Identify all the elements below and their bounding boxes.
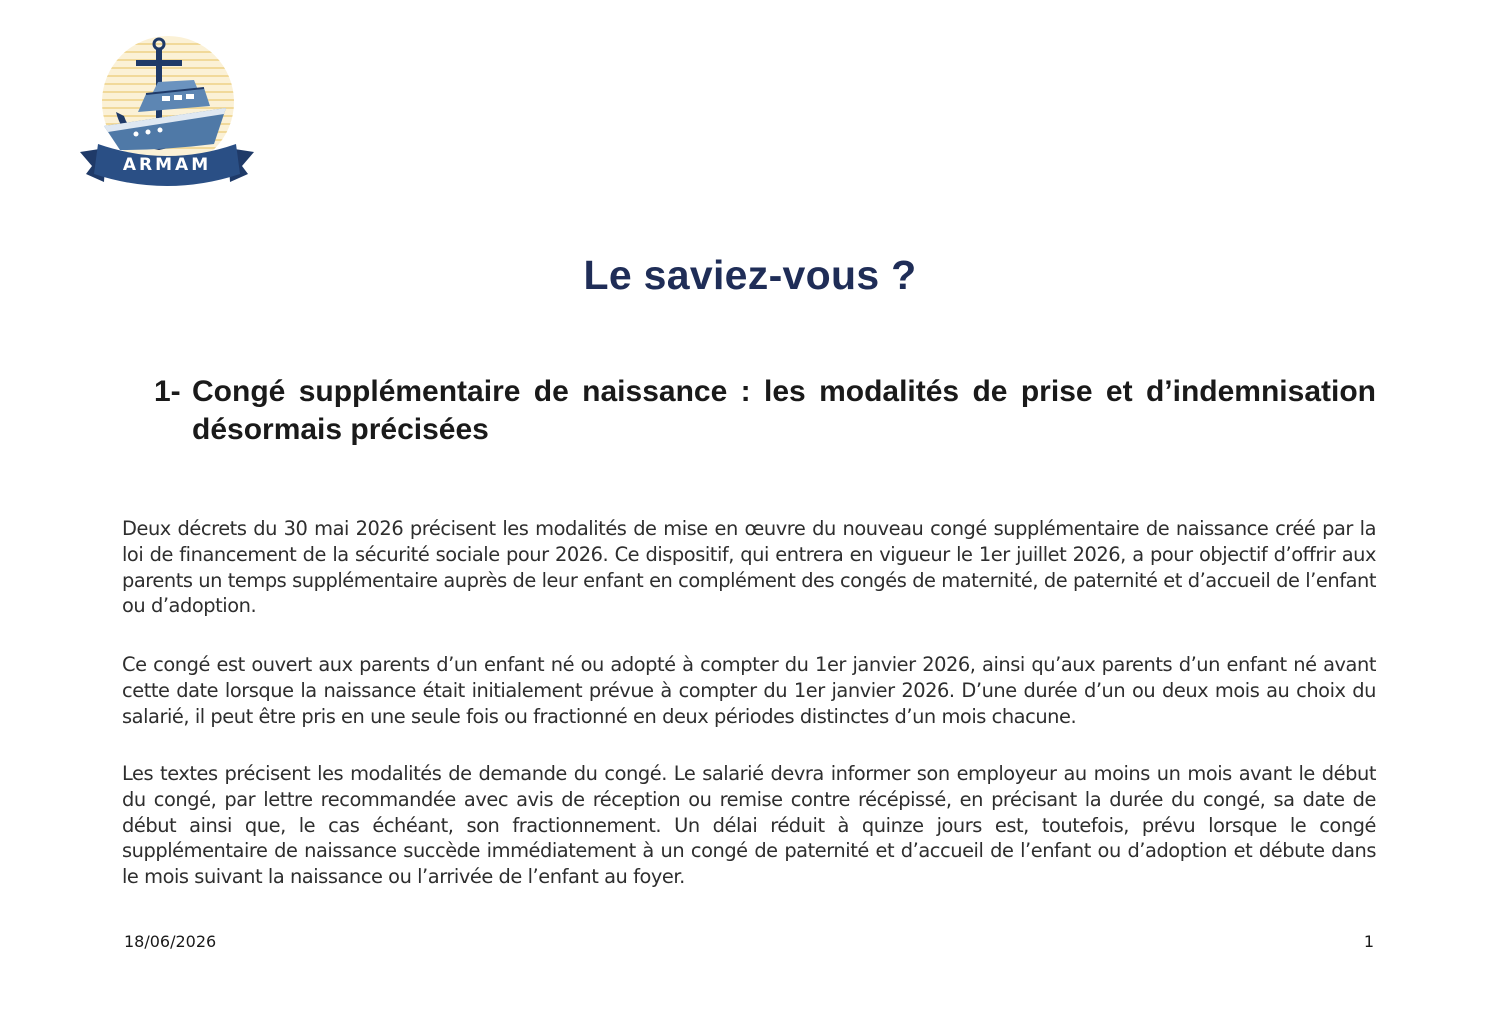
paragraph-1: Deux décrets du 30 mai 2026 précisent les modalités de mise en œuvre du nouveau congé supplémentaire de naissance créé par la loi de financement de la sécurité sociale pour 2026. Ce dispositif, qui entrera en vigueur le 1er juillet 2026, a pour objectif d’offrir aux parents un temps supplémentaire auprès de leur enfant en complément des congés de maternité, de paternité et d’accueil de l’enfant ou d’adoption. — [122, 517, 1376, 618]
section-heading-text: Congé supplémentaire de naissance : les modalités de prise et d’indemnisation désormais précisées — [192, 375, 1376, 446]
page-number: 1 — [1363, 932, 1374, 951]
armam-logo — [76, 32, 258, 192]
paragraph-3: Les textes précisent les modalités de demande du congé. Le salarié devra informer son employeur au moins un mois avant le début du congé, par lettre recommandée avec avis de réception ou remise contre récépissé, en précisant la durée du congé, sa date de début ainsi que, le cas échéant, son fractionnement. Un délai réduit à quinze jours est, toutefois, prévu lorsque le congé supplémentaire de naissance succède immédiatement à un congé de paternité et d’accueil de l’enfant ou d’adoption et débute dans le mois suivant la naissance ou l’arrivée de l’enfant au foyer. — [122, 762, 1376, 889]
section-heading — [154, 373, 1376, 449]
paragraph-2: Ce congé est ouvert aux parents d’un enfant né ou adopté à compter du 1er janvier 2026, ainsi qu’aux parents d’un enfant né avant cette date lorsque la naissance était initialement prévue à compter du 1er janvier 2026. D’une durée d’un ou deux mois au choix du salarié, il peut être pris en une seule fois ou fractionné en deux périodes distinctes d’un mois chacune. — [122, 653, 1376, 728]
footer-date: 18/06/2026 — [124, 932, 217, 951]
section-number: 1- — [154, 375, 181, 408]
page-title: Le saviez-vous ? — [583, 252, 917, 298]
logo-text: ARMAM — [122, 155, 212, 175]
